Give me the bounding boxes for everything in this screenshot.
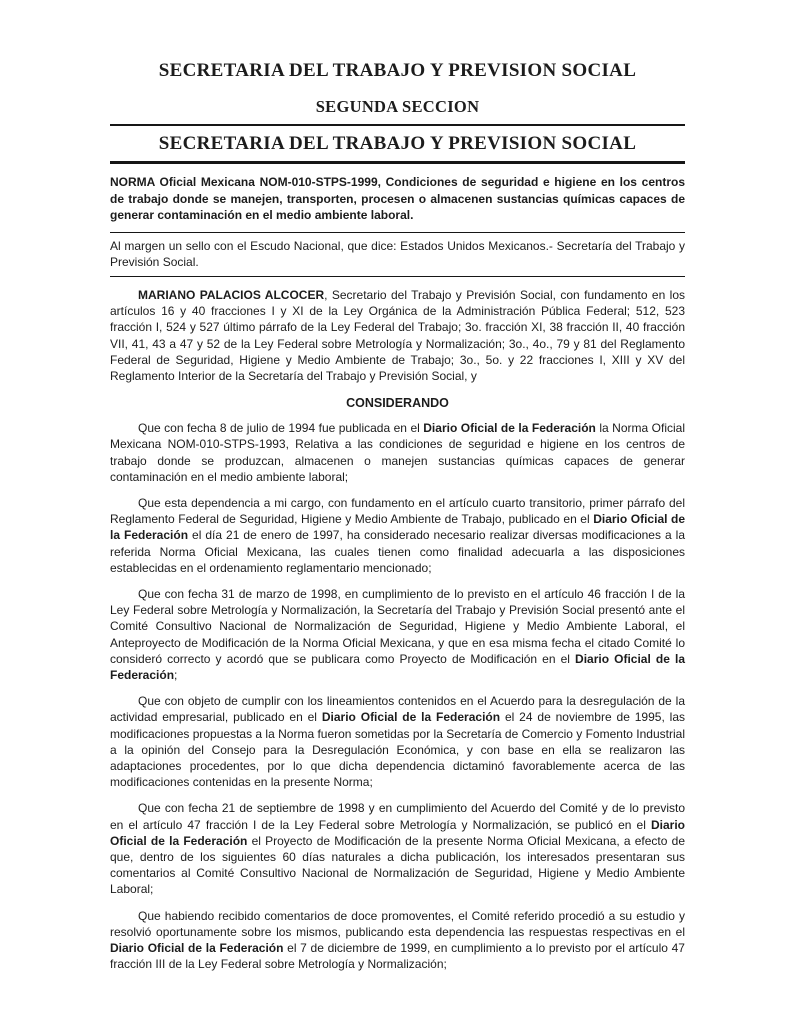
bold-text-run: MARIANO PALACIOS ALCOCER — [138, 287, 325, 302]
text-run: el día 21 de enero de 1997, ha considerado necesario realizar diversas modificaciones a la referida Norma Oficial Mexicana, las cuales tienen como finalidad adecuarla a las disposiciones establecidas en el ordenamiento reglamentario mencionado; — [110, 528, 685, 575]
bold-text-run: Diario Oficial de la Federación — [110, 941, 284, 956]
divider — [110, 232, 685, 233]
considerando-paragraph — [110, 693, 685, 790]
considerando-paragraph — [110, 800, 685, 897]
considerando-paragraphs — [110, 420, 685, 972]
text-run: Que con objeto de cumplir con los lineamientos contenidos en el Acuerdo para la desregulación de la actividad empresarial, publicado en el — [110, 694, 685, 725]
text-run: Que con fecha 31 de marzo de 1998, en cumplimiento de lo previsto en el artículo 46 fracción I de la Ley Federal sobre Metrología y Normalización, la Secretaría del Trabajo y Previsión Social presentó ante el Comité Consultivo Nacional de Normalización de Seguridad, Higiene y Medio Ambiente Laboral, el Anteproyecto de Modificación de la Norma Oficial Mexicana, y que en esa misma fecha el citado Comité lo consideró correcto y acordó que se publicara como Proyecto de Modificación en el — [110, 586, 685, 666]
considerando-paragraph — [110, 908, 685, 973]
section-title: SEGUNDA SECCION — [315, 97, 480, 116]
divider — [110, 161, 685, 164]
text-run: Que con fecha 21 de septiembre de 1998 y en cumplimiento del Acuerdo del Comité y de lo previsto en el artículo 47 fracción I de la Ley Federal sobre Metrología y Normalización, se publicó en el — [110, 801, 685, 832]
bold-text-run: Diario Oficial de la Federación — [110, 817, 685, 848]
agency-title-repeat: SECRETARIA DEL TRABAJO Y PREVISION SOCIAL — [158, 133, 637, 154]
divider — [110, 124, 685, 126]
text-run: el 24 de noviembre de 1995, las modificaciones propuestas a la Norma fueron sometidas por la Secretaría de Comercio y Fomento Industrial a la opinión del Consejo para la Desregulación Económica, y con base en ella se realizaron las adaptaciones procedentes, por lo que dicha dependencia dictaminó favorablemente acerca de las modificaciones contenidas en la presente Norma; — [110, 710, 685, 790]
text-run: Que con fecha 8 de julio de 1994 fue publicada en el — [138, 421, 424, 436]
text-run: la Norma Oficial Mexicana NOM-010-STPS-1993, Relativa a las condiciones de seguridad e higiene en los centros de trabajo donde se produzcan, almacenen o manejen sustancias químicas capaces de generar contaminación en el medio ambiente laboral; — [110, 421, 686, 484]
text-run: Que esta dependencia a mi cargo, con fundamento en el artículo cuarto transitorio, primer párrafo del Reglamento Federal de Seguridad, Higiene y Medio Ambiente de Trabajo, publicado en el — [110, 495, 685, 527]
bold-text-run: Diario Oficial de la Federación — [321, 710, 501, 725]
bold-text-run: Diario Oficial de la Federación — [110, 512, 686, 543]
al-margen-note: Al margen un sello con el Escudo Nacional, que dice: Estados Unidos Mexicanos.- Secretaría del Trabajo y Previsión Social. — [110, 238, 685, 269]
considerando-paragraph — [110, 420, 685, 485]
text-run: Que habiendo recibido comentarios de doce promoventes, el Comité referido procedió a su estudio y resolvió oportunamente sobre los mismos, publicando esta dependencia las respuestas respectivas en el — [110, 908, 685, 939]
bold-text-run: Diario Oficial de la Federación — [110, 651, 685, 682]
norma-heading: NORMA Oficial Mexicana NOM-010-STPS-1999, Condiciones de seguridad e higiene en los centros de trabajo donde se manejen, transporten, procesen o almacenen sustancias químicas capaces de generar contaminación en el medio ambiente laboral. — [110, 175, 685, 222]
agency-title: SECRETARIA DEL TRABAJO Y PREVISION SOCIAL — [158, 60, 637, 81]
considerando-heading: CONSIDERANDO — [346, 396, 449, 411]
preamble-paragraph — [110, 287, 685, 384]
considerando-paragraph — [110, 495, 685, 576]
text-run: , Secretario del Trabajo y Previsión Social, con fundamento en los artículos 16 y 40 fracciones I y XI de la Ley Orgánica de la Administración Pública Federal; 512, 523 fracción I, 524 y 527 último párrafo de la Ley Federal del Trabajo; 3o. fracción XI, 38 fracción II, 40 fracción VII, 41, 43 a 47 y 52 de la Ley Federal sobre Metrología y Normalización; 3o., 4o., 79 y 81 del Reglamento Federal de Seguridad, Higiene y Medio Ambiente de Trabajo; 3o., 5o. y 22 fracciones I, XIII y XV del Reglamento Interior de la Secretaría del Trabajo y Previsión Social, y — [110, 287, 685, 383]
text-run: ; — [174, 667, 178, 682]
text-run: el Proyecto de Modificación de la presente Norma Oficial Mexicana, a efecto de que, dentro de los siguientes 60 días naturales a dicha publicación, los interesados presentaran sus comentarios al Comité Consultivo Nacional de Normalización de Seguridad, Higiene y Medio Ambiente Laboral; — [110, 833, 686, 897]
divider — [110, 276, 685, 277]
bold-text-run: Diario Oficial de la Federación — [423, 421, 596, 436]
text-run: el 7 de diciembre de 1999, en cumplimiento a lo previsto por el artículo 47 fracción III de la Ley Federal sobre Metrología y Normalización; — [110, 941, 685, 972]
considerando-paragraph — [110, 586, 685, 683]
